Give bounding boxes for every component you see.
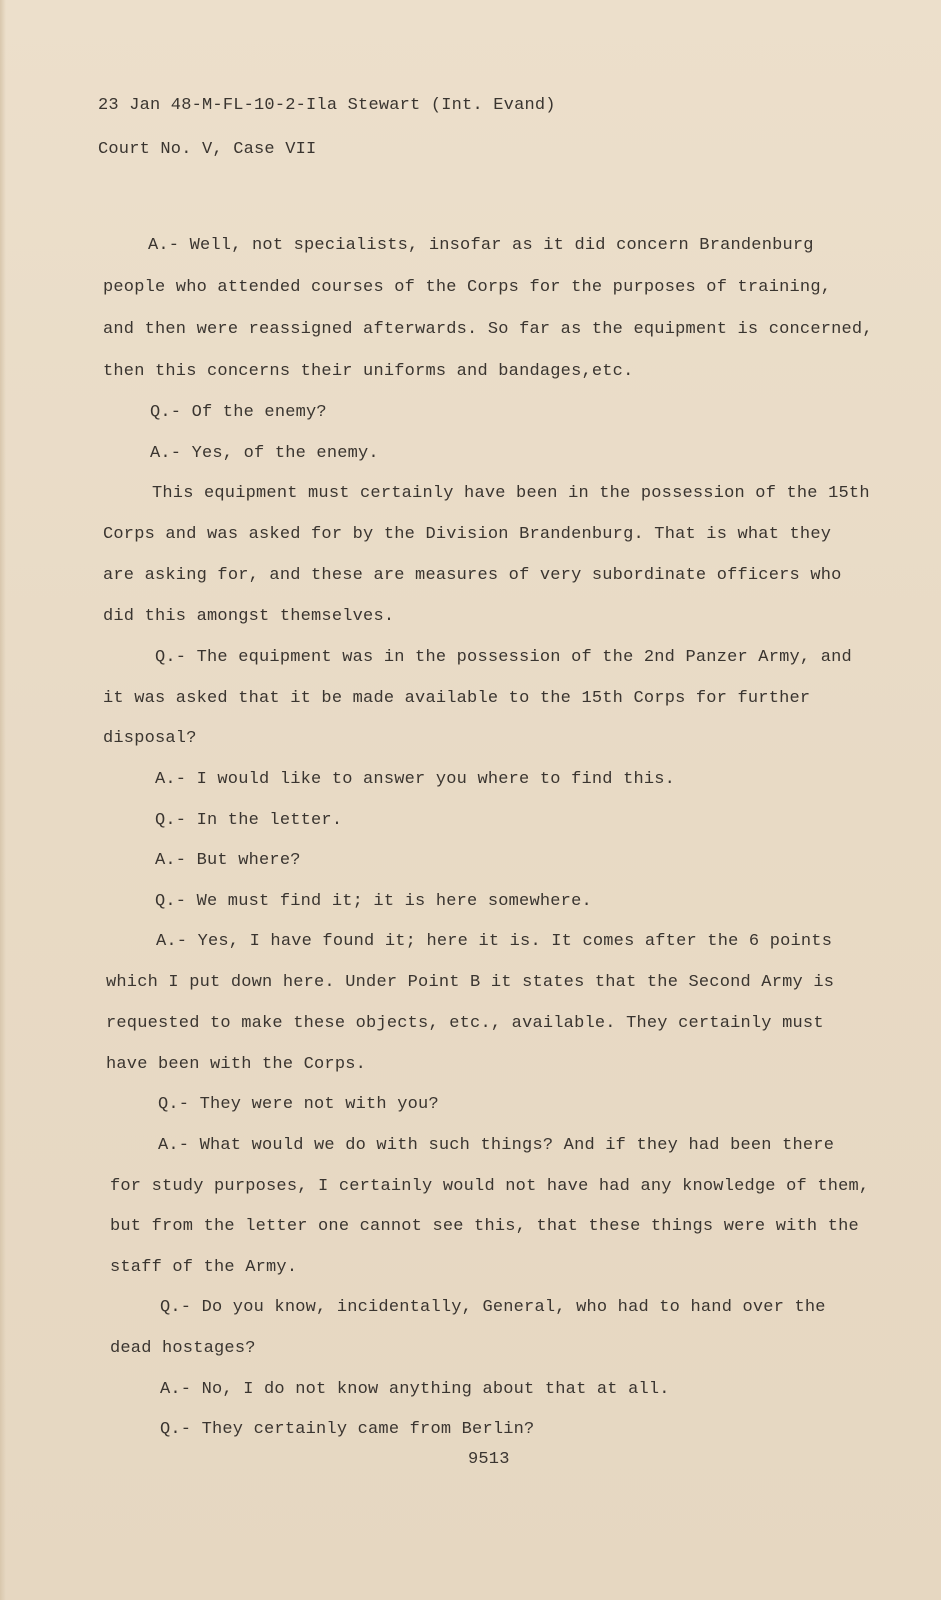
text-line: Q.- The equipment was in the possession of the 2nd Panzer Army, and [155, 648, 852, 667]
header-court-line: Court No. V, Case VII [98, 140, 317, 159]
text-line: did this amongst themselves. [103, 607, 395, 626]
page-edge-shadow [0, 0, 6, 1600]
text-line: Q.- Do you know, incidentally, General, who had to hand over the [160, 1298, 826, 1317]
text-line: Q.- In the letter. [155, 811, 343, 830]
text-line: A.- But where? [155, 851, 301, 870]
header-reference-line: 23 Jan 48-M-FL-10-2-Ila Stewart (Int. Evand) [98, 96, 556, 115]
text-line: it was asked that it be made available to the 15th Corps for further [103, 689, 811, 708]
text-line: A.- I would like to answer you where to find this. [155, 770, 676, 789]
text-line: Corps and was asked for by the Division Brandenburg. That is what they [103, 525, 832, 544]
text-line: then this concerns their uniforms and bandages,etc. [103, 362, 634, 381]
text-line: A.- What would we do with such things? And if they had been there [158, 1136, 835, 1155]
text-line: dead hostages? [110, 1339, 256, 1358]
text-line: Q.- They certainly came from Berlin? [160, 1420, 535, 1439]
text-line: A.- Yes, I have found it; here it is. It comes after the 6 points [156, 932, 833, 951]
text-line: have been with the Corps. [106, 1055, 367, 1074]
text-line: disposal? [103, 729, 197, 748]
text-line: staff of the Army. [110, 1258, 298, 1277]
page-number: 9513 [468, 1450, 510, 1469]
text-line: and then were reassigned afterwards. So far as the equipment is concerned, [103, 320, 873, 339]
text-line: are asking for, and these are measures of very subordinate officers who [103, 566, 842, 585]
text-line: which I put down here. Under Point B it states that the Second Army is [106, 973, 835, 992]
text-line: requested to make these objects, etc., available. They certainly must [106, 1014, 824, 1033]
text-line: A.- Well, not specialists, insofar as it did concern Brandenburg [148, 236, 814, 255]
text-line: for study purposes, I certainly would not have had any knowledge of them, [110, 1177, 870, 1196]
text-line: This equipment must certainly have been in the possession of the 15th [152, 484, 870, 503]
text-line: Q.- Of the enemy? [150, 403, 327, 422]
text-line: but from the letter one cannot see this, that these things were with the [110, 1217, 859, 1236]
text-line: Q.- They were not with you? [158, 1095, 439, 1114]
text-line: Q.- We must find it; it is here somewhere. [155, 892, 592, 911]
text-line: A.- Yes, of the enemy. [150, 444, 379, 463]
text-line: people who attended courses of the Corps for the purposes of training, [103, 278, 832, 297]
text-line: A.- No, I do not know anything about that at all. [160, 1380, 670, 1399]
